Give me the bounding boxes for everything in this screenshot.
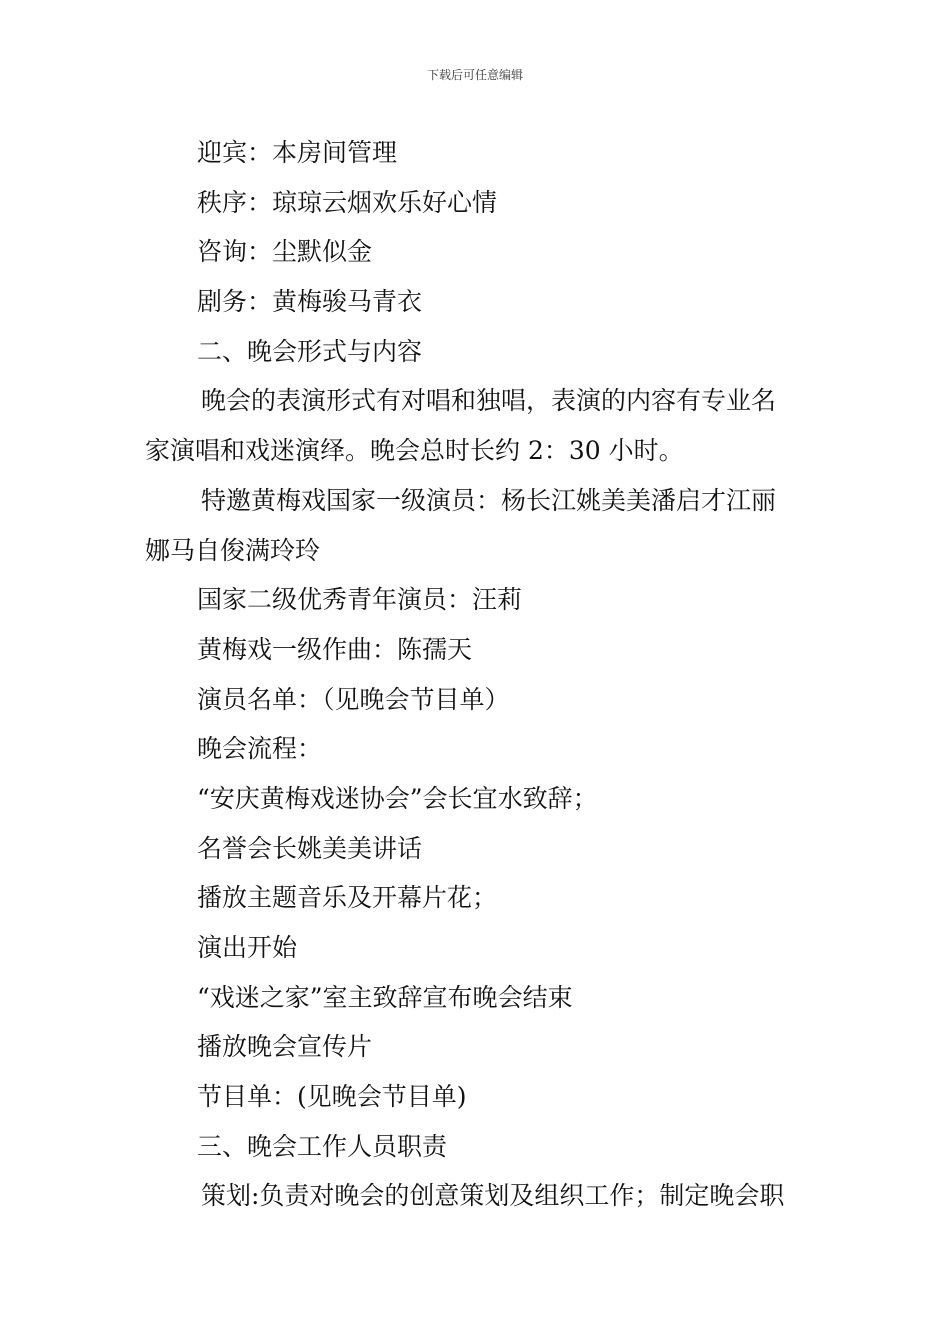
- section-heading: 三、晚会工作人员职责: [197, 1131, 448, 1161]
- text-line: 国家二级优秀青年演员：汪莉: [197, 585, 523, 615]
- text-line: 播放晚会宣传片: [197, 1032, 373, 1062]
- text-line: 节目单：(见晚会节目单): [197, 1082, 467, 1112]
- text-line: 演员名单：（见晚会节目单）: [197, 684, 510, 714]
- text-line: 名誉会长姚美美讲话: [197, 833, 423, 863]
- text-line: 咨询：尘默似金: [197, 237, 373, 267]
- paragraph-line: 晚会的表演形式有对唱和独唱，表演的内容有专业名: [201, 386, 777, 416]
- text-line: 演出开始: [197, 933, 298, 962]
- text-line: 播放主题音乐及开幕片花；: [197, 883, 498, 913]
- paragraph-line: 家演唱和戏迷演绎。晚会总时长约 2：30 小时。: [145, 436, 684, 466]
- text-line: 剧务：黄梅骏马青衣: [197, 287, 423, 317]
- text-line: “戏迷之家”室主致辞宣布晚会结束: [197, 982, 573, 1012]
- text-line: “安庆黄梅戏迷协会”会长宜水致辞；: [197, 783, 598, 813]
- page-header: 下载后可任意编辑: [426, 68, 523, 82]
- paragraph-line: 娜马自俊满玲玲: [145, 535, 321, 565]
- text-line: 黄梅戏一级作曲：陈孺天: [197, 634, 473, 664]
- text-line: 迎宾：本房间管理: [197, 138, 398, 167]
- section-heading: 二、晚会形式与内容: [197, 336, 423, 366]
- document-body: [145, 128, 810, 1221]
- text-line: 晚会流程：: [197, 734, 323, 764]
- paragraph-line: 特邀黄梅戏国家一级演员：杨长江姚美美潘启才江丽: [201, 485, 777, 515]
- paragraph-line: 策划:负责对晚会的创意策划及组织工作；制定晚会职: [201, 1181, 785, 1211]
- text-line: 秩序：琼琼云烟欢乐好心情: [197, 187, 498, 217]
